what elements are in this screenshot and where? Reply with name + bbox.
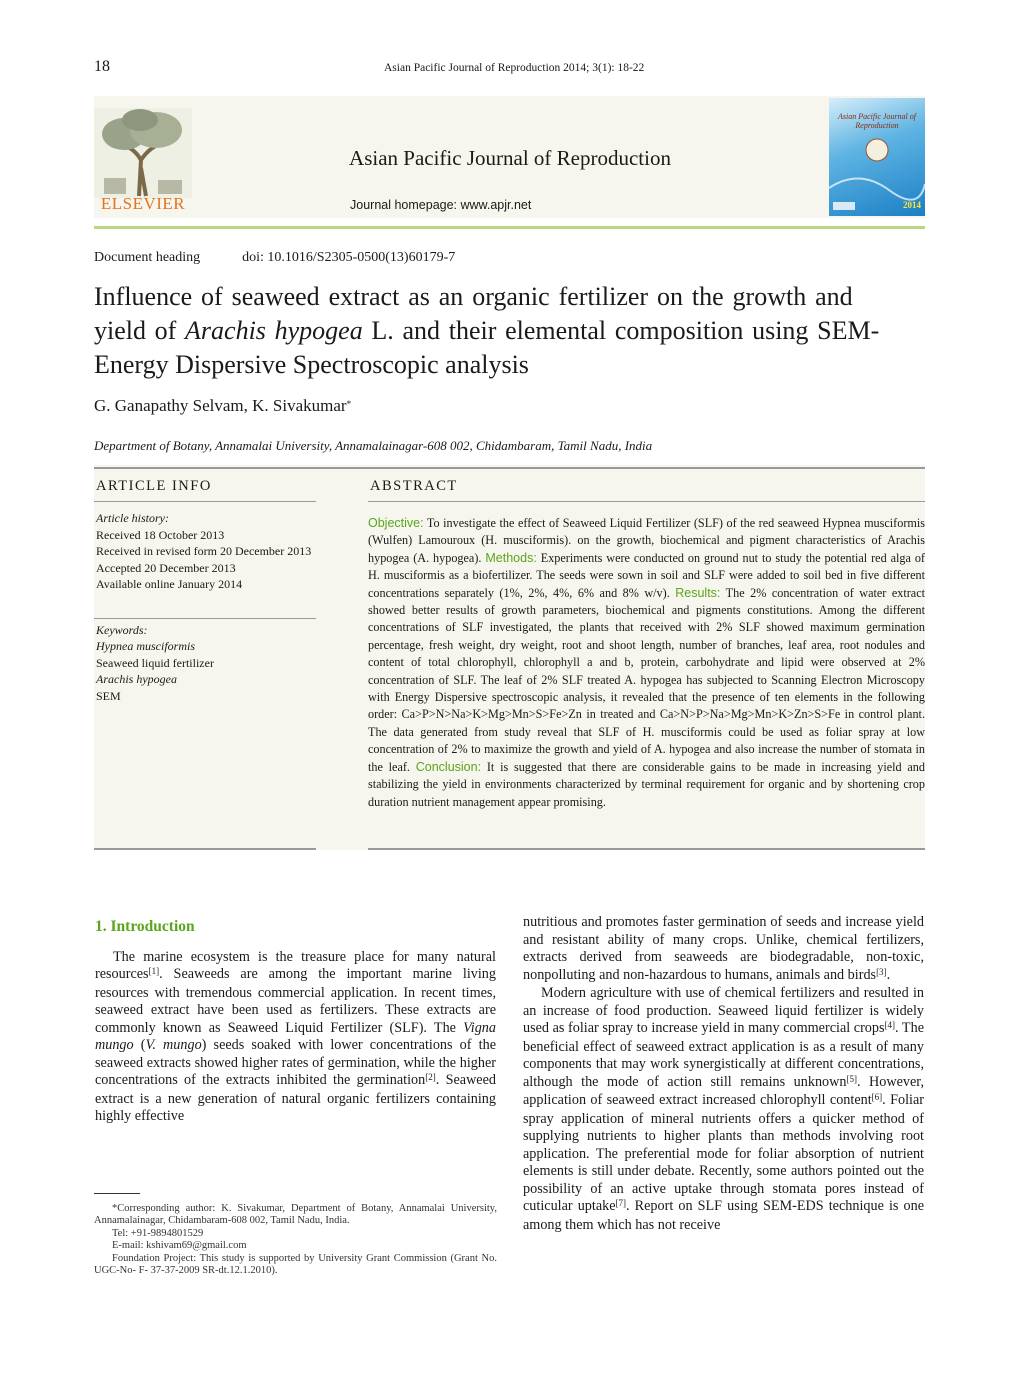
document-heading [94,250,455,266]
methods-label: Methods: [485,550,537,565]
citation-link[interactable]: [5] [846,1073,857,1084]
authors: G. Ganapathy Selvam, K. Sivakumar [94,396,347,415]
methods-text: Experiments were conducted on ground nut to study the potential red alga of H. musciformis as a biofertilizer. The seeds were sown in soil and SLF were added to soil bed in five different concentrations separately (1%, 2%, 4%, 6% and 8% w/v). [368,550,925,600]
online-date: Available online January 2014 [96,577,243,591]
text: . Seaweed extract is a new generation of natural organic fertilizers containing highly effective [95,1072,496,1124]
author-list [94,396,351,416]
citation-link[interactable]: [4] [884,1020,896,1030]
cover-year: 2014 [903,200,921,210]
doi-link[interactable]: doi: 10.1016/S2305-0500(13)60179-7 [242,250,456,265]
citation-link[interactable]: [7] [615,1198,627,1208]
info-rule [94,501,316,502]
received-date: Received 18 October 2013 [96,527,225,542]
species-name: V. mungo [145,1037,202,1053]
keyword-item: Seaweed liquid fertilizer [96,655,214,670]
funding-note: Foundation Project: This study is supported by University Grant Commission (Grant No. UGC-No- F- 37-37-2009 SR-dt.12.1.2010). [94,1252,497,1277]
masthead-rule [94,226,925,229]
article-info-heading: ARTICLE INFO [96,478,212,494]
citation-link[interactable]: [6] [871,1092,883,1102]
title-line-3: Energy Dispersive Spectroscopic analysis [94,350,529,379]
text: Modern agriculture with use of chemical fertilizers and resulted in an increase of food production. Seaweed liquid fertilizer is widely used as foliar spray to increase yield in many commercial crops [523,985,924,1036]
keyword-item: Hypnea musciformis [96,639,195,653]
paragraph [523,985,924,1234]
telephone: Tel: +91-9894801529 [112,1227,204,1239]
abstract-heading: ABSTRACT [370,478,458,494]
elsevier-logo [94,108,192,216]
paragraph [95,949,496,1126]
journal-homepage[interactable]: Journal homepage: www.apjr.net [350,198,532,212]
text: . [886,966,891,983]
text: The marine ecosystem is the treasure place for many natural resources [95,948,496,982]
document-heading-label: Document heading [94,250,201,265]
abstract-bottom-rule [368,848,925,850]
spacer [96,593,314,622]
species-name: Vigna mungo [95,1019,496,1053]
revised-date: Received in revised form 20 December 2013 [96,544,312,558]
keywords-label: Keywords: [96,622,148,637]
article-title [94,280,928,382]
body-column-left [95,918,496,1126]
citation-link[interactable]: [2] [425,1072,436,1082]
journal-title: Asian Pacific Journal of Reproduction [349,146,671,170]
cover-art-icon [829,98,925,216]
keyword-item: SEM [96,688,121,703]
text: . Report on SLF using SEM-EDS technique is one among them which has not receive [523,1198,924,1233]
footnotes [94,1203,497,1277]
keyword-item: Arachis hypogea [96,672,177,686]
page-number: 18 [94,58,110,75]
objective-label: Objective: [368,516,424,530]
text: ( [133,1037,146,1053]
text: . The beneficial effect of seaweed extract application is as a result of many components that may work synergistically at different concentrations, although the mode of action still remains unknown [523,1020,924,1090]
footnote-rule [94,1193,140,1194]
elsevier-wordmark: ELSEVIER [100,194,186,213]
text: . Seaweeds are among the important marine living resources with tremendous commercial application. In recent times, seaweed extract have been used as fertilizers. These extracts are commonly known as Seaweed Liquid Fertilizer (SLF). The [95,966,496,1036]
objective-text: To investigate the effect of Seaweed Liquid Fertilizer (SLF) of the red seaweed Hypnea musciformis (Wulfen) Lamouroux (H. musciformis). on the growth, biochemical and pigment characteristics of Arachis hypogea (A. hypogea). [368,516,925,565]
author-mark: * [346,399,352,409]
tree-logo-icon [94,108,192,198]
text: ) seeds soaked with lower concentrations of the seaweed extracts showed higher rates of germination, while the higher concentrations of the extracts inhibited the germination [95,1037,496,1088]
text: . However, application of seaweed extract increased chlorophyll content [523,1073,924,1108]
title-line-2 [94,314,928,348]
email[interactable]: E-mail: kshivam69@gmail.com [112,1240,247,1252]
title-text: yield of [94,316,186,345]
abstract-body [368,515,925,811]
history-label: Article history: [96,511,169,525]
corresponding-author: *Corresponding author: K. Sivakumar, Department of Botany, Annamalai University, Annamalainagar, Chidambaram-608 002, Tamil Nadu, India. [94,1203,497,1227]
title-line-1: Influence of seaweed extract as an organic fertilizer on the growth and [94,282,853,311]
article-history [96,510,314,704]
results-text: The 2% concentration of water extract showed better results of growth parameters, biochemical and pigments constitutions. Among the different concentrations of SLF investigated, the plants that received with 2% SLF showed maximum germination percentage, fresh weight, dry weight, root and shoot length, number of branches, leaf area, root nodules and content of total chlorophyll, chlorophyll a and b, protein, carbohydrate and lipid were observed at 2% concentration of SLF. The leaf of 2% SLF treated A. hypogea has subjected to Scanning Electron Microscopy with Energy Dispersive spectroscopic analysis, it revealed that the presence of ten elements in the following order: Ca>P>N>Na>K>Mg>Mn>S>Fe>Zn in treated and Ca>N>P>Na>Mg>Mn>K>Zn>S>Fe in control plant. The data generated from study reveal that SLF of H. musciformis could be used as foliar spray at low concentration of 2% to maximize the growth and yield of A. hypogea and also increase the number of stomata in the leaf. [368,585,925,774]
title-text: L. and their elemental composition using SEM- [362,316,880,345]
accepted-date: Accepted 20 December 2013 [96,560,236,575]
results-label: Results: [675,585,721,600]
text: . Foliar spray application of mineral nutrients offers a quicker method of supplying nutrients to higher plants than methods involving root application. The preferential mode for foliar absorption of nutrient elements is still under debate. Recently, some authors pointed out the possibility of an active uptake through stomata pores instead of cuticular uptake [523,1092,924,1214]
citation-link[interactable]: [1] [148,966,160,976]
conclusion-label: Conclusion: [415,759,482,774]
citation-link[interactable]: [3] [876,966,887,977]
paragraph [523,914,924,985]
cover-title: Asian Pacific Journal of Reproduction [838,112,916,130]
info-bottom-rule [94,848,316,850]
abstract-rule [368,501,925,502]
journal-cover-image [829,98,925,216]
conclusion-text: It is suggested that there are considerable gains to be made in increasing yield and stabilizing the yield in environments characterized by terminal requirement for organic and by shortening crop duration nutrient management appear promising. [368,759,925,809]
text: nutritious and promotes faster germination of seeds and increase yield and resistant ability of many crops. Unlike, chemical fertilizers, extracts derived from seaweeds are biodegradable, non-toxic, nonpolluting and non-hazardous to humans, animals and birds [523,914,924,983]
panel-top-rule [94,467,925,469]
section-heading: 1. Introduction [95,918,195,935]
body-column-right [523,914,924,1234]
affiliation: Department of Botany, Annamalai University, Annamalainagar-608 002, Chidambaram, Tamil Nadu, India [94,438,653,453]
title-species: Arachis hypogea [185,316,363,345]
running-head: Asian Pacific Journal of Reproduction 2014; 3(1): 18-22 [384,62,645,74]
